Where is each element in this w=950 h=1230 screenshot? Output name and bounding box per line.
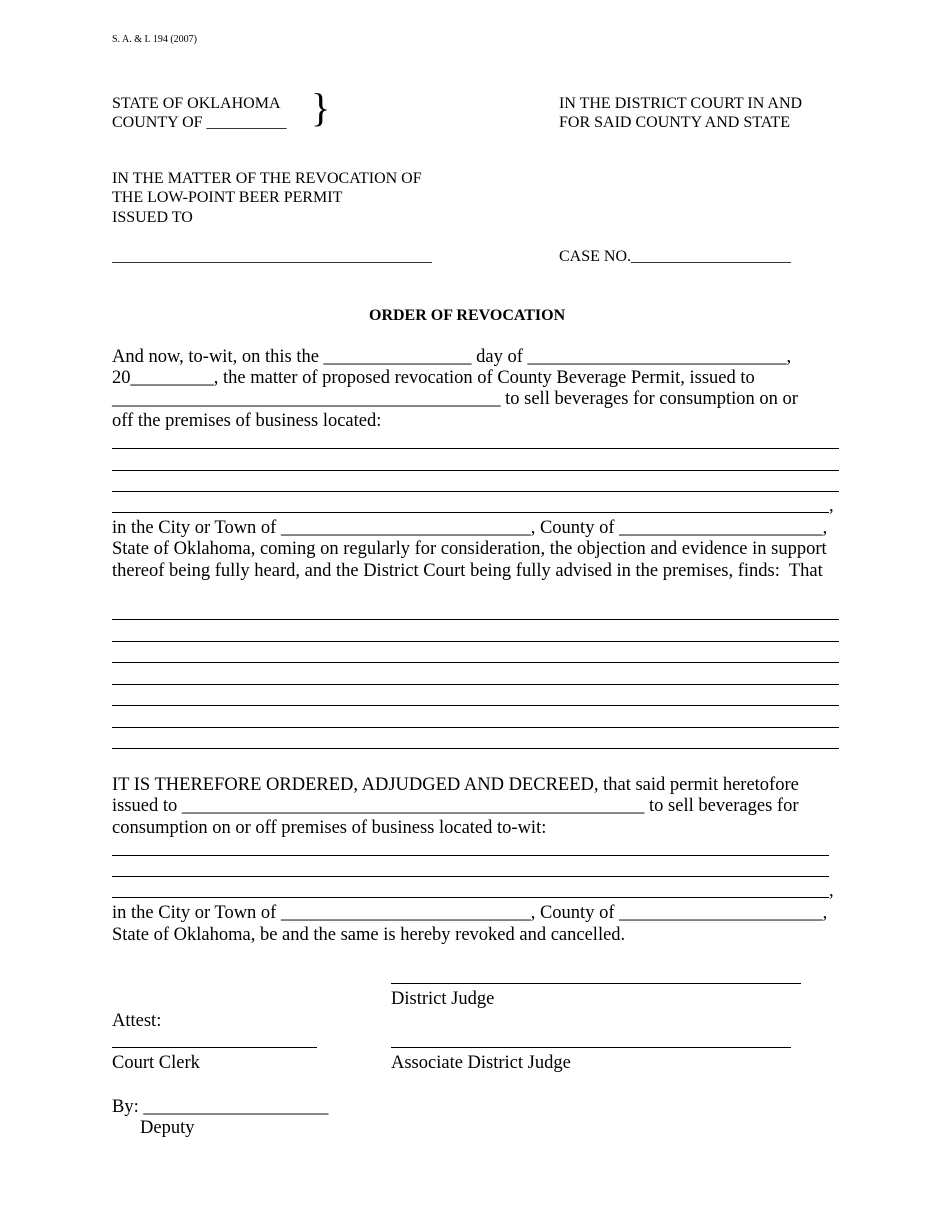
- findings-blank-line: [112, 684, 839, 685]
- location-blank-line: [112, 855, 829, 856]
- court-clerk-signature-line: [112, 1047, 317, 1048]
- caption-brace: }: [311, 85, 331, 130]
- para1-line-4: off the premises of business located:: [112, 411, 382, 431]
- findings-blank-line: [112, 705, 839, 706]
- district-judge-label: District Judge: [391, 989, 495, 1009]
- para1-line-1: And now, to-wit, on this the ________________ day of ____________________________,: [112, 347, 792, 367]
- para1-line-7: thereof being fully heard, and the District Court being fully advised in the premises, finds: That: [112, 561, 823, 581]
- address-blank-line: [112, 470, 839, 471]
- court-clerk-label: Court Clerk: [112, 1053, 200, 1073]
- address-comma: ,: [829, 496, 834, 516]
- para1-line-2: 20_________, the matter of proposed revocation of County Beverage Permit, issued to: [112, 368, 755, 388]
- findings-blank-line: [112, 748, 839, 749]
- para2-line-2: issued to __________________________________________________ to sell beverages for: [112, 796, 799, 816]
- associate-judge-signature-line: [391, 1047, 791, 1048]
- matter-line-2: THE LOW-POINT BEER PERMIT: [112, 189, 343, 206]
- permittee-name-blank: ________________________________________: [112, 248, 432, 265]
- para2-line-1: IT IS THEREFORE ORDERED, ADJUDGED AND DECREED, that said permit heretofore: [112, 775, 799, 795]
- court-line-2: FOR SAID COUNTY AND STATE: [559, 114, 791, 131]
- by-deputy-line: By: ____________________: [112, 1097, 329, 1117]
- findings-blank-line: [112, 727, 839, 728]
- page-title: ORDER OF REVOCATION: [369, 307, 566, 324]
- address-blank-line: [112, 491, 839, 492]
- matter-line-3: ISSUED TO: [112, 209, 193, 226]
- para1-line-3: __________________________________________ to sell beverages for consumption on or: [112, 389, 798, 409]
- deputy-label: Deputy: [140, 1118, 195, 1138]
- para2-line-5: State of Oklahoma, be and the same is hereby revoked and cancelled.: [112, 925, 626, 945]
- para2-city-county: in the City or Town of ___________________________, County of ______________________,: [112, 903, 828, 923]
- findings-blank-line: [112, 662, 839, 663]
- address-blank-line: [112, 512, 829, 513]
- para1-city-county: in the City or Town of ___________________________, County of ______________________,: [112, 518, 828, 538]
- associate-judge-label: Associate District Judge: [391, 1053, 571, 1073]
- caption-state: STATE OF OKLAHOMA: [112, 95, 281, 112]
- findings-blank-line: [112, 641, 839, 642]
- address-blank-line: [112, 448, 839, 449]
- location-blank-line: [112, 876, 829, 877]
- attest-label: Attest:: [112, 1011, 162, 1031]
- location-blank-line: [112, 897, 829, 898]
- district-judge-signature-line: [391, 983, 801, 984]
- matter-line-1: IN THE MATTER OF THE REVOCATION OF: [112, 170, 422, 187]
- caption-county: COUNTY OF __________: [112, 114, 287, 131]
- form-id: S. A. & I. 194 (2007): [112, 34, 197, 45]
- court-line-1: IN THE DISTRICT COURT IN AND: [559, 95, 803, 112]
- para1-line-6: State of Oklahoma, coming on regularly for consideration, the objection and evidence in support: [112, 539, 827, 559]
- para2-line-3: consumption on or off premises of business located to-wit:: [112, 818, 547, 838]
- findings-blank-line: [112, 619, 839, 620]
- location-comma: ,: [829, 881, 834, 901]
- case-number: CASE NO.____________________: [559, 248, 792, 265]
